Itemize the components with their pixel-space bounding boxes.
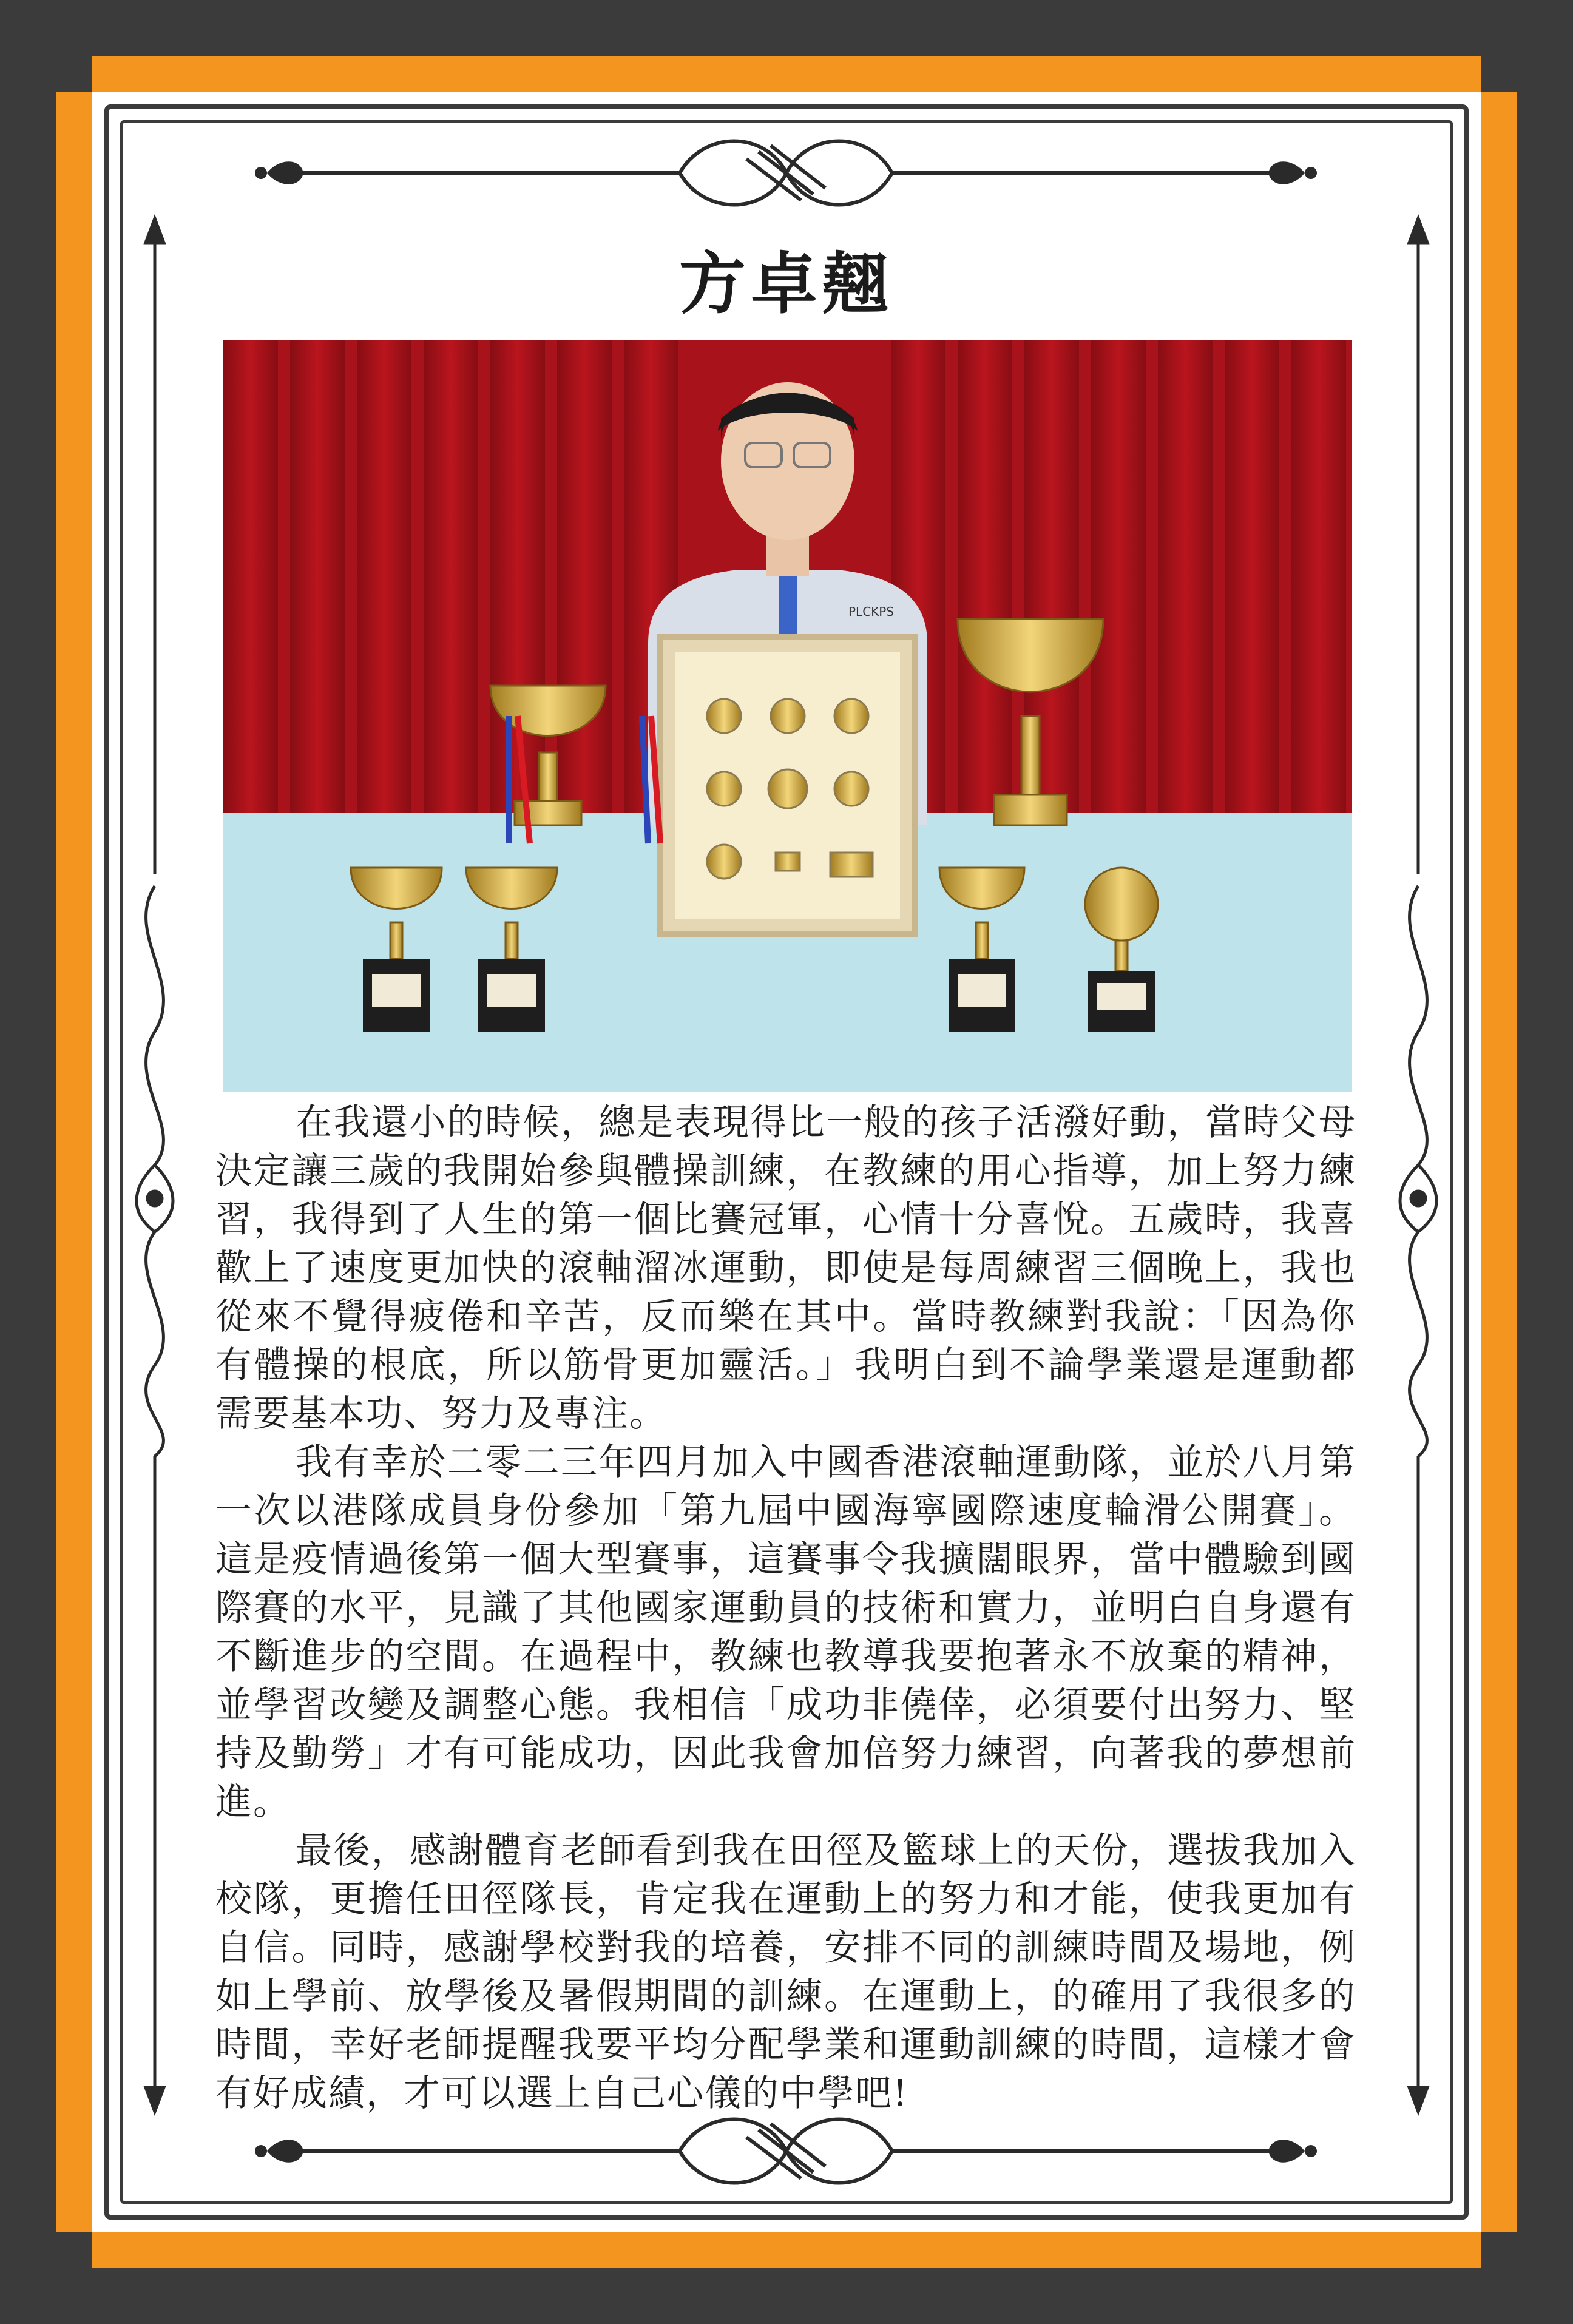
student-name-title: 方卓翹 [679, 245, 894, 323]
bottom-flourish-icon [279, 2120, 1293, 2183]
paragraph-3: 最後，感謝體育老師看到我在田徑及籃球上的天份，選拔我加入校隊，更擔任田徑隊長，肯定我在運動上的努力和才能，使我更加有自信。同時，感謝學校對我的培養，安排不同的訓練時間及場地，例如上學前、放學後及暑假期間的訓練。在運動上，的確用了我很多的時間，幸好老師提醒我要平均分配學業和運動訓練的時間，這樣才會有好成績，才可以選上自己心儀的中學吧! [215, 1829, 1356, 2115]
student-photo [223, 340, 1352, 1092]
left-side-ornament-icon [137, 886, 173, 1456]
essay-text [215, 1098, 1356, 2118]
paragraph-2: 我有幸於二零二三年四月加入中國香港滾軸運動隊，並於八月第一次以港隊成員身份參加「第九屆中國海寧國際速度輪滑公開賽」。這是疫情過後第一個大型賽事，這賽事令我擴闊眼界，當中體驗到國際賽的水平，見識了其他國家運動員的技術和實力，並明白自身還有不斷進步的空間。在過程中，教練也教導我要抱著永不放棄的精神，並學習改變及調整心態。我相信「成功非僥倖，必須要付出努力、堅持及勤勞」才有可能成功，因此我會加倍努力練習，向著我的夢想前進。 [215, 1441, 1356, 1823]
paragraph-1: 在我還小的時候，總是表現得比一般的孩子活潑好動，當時父母決定讓三歲的我開始參與體操訓練，在教練的用心指導，加上努力練習，我得到了人生的第一個比賽冠軍，心情十分喜悅。五歲時，我喜歡上了速度更加快的滾軸溜冰運動，即使是每周練習三個晚上，我也從來不覺得疲倦和辛苦，反而樂在其中。當時教練對我說：「因為你有體操的根底，所以筋骨更加靈活。」我明白到不論學業還是運動都需要基本功、努力及專注。 [215, 1101, 1356, 1435]
shirt-badge: PLCKPS [848, 604, 895, 619]
top-flourish-icon [279, 141, 1293, 205]
right-side-ornament-icon [1400, 886, 1436, 1456]
medal-display-frame [660, 637, 915, 934]
